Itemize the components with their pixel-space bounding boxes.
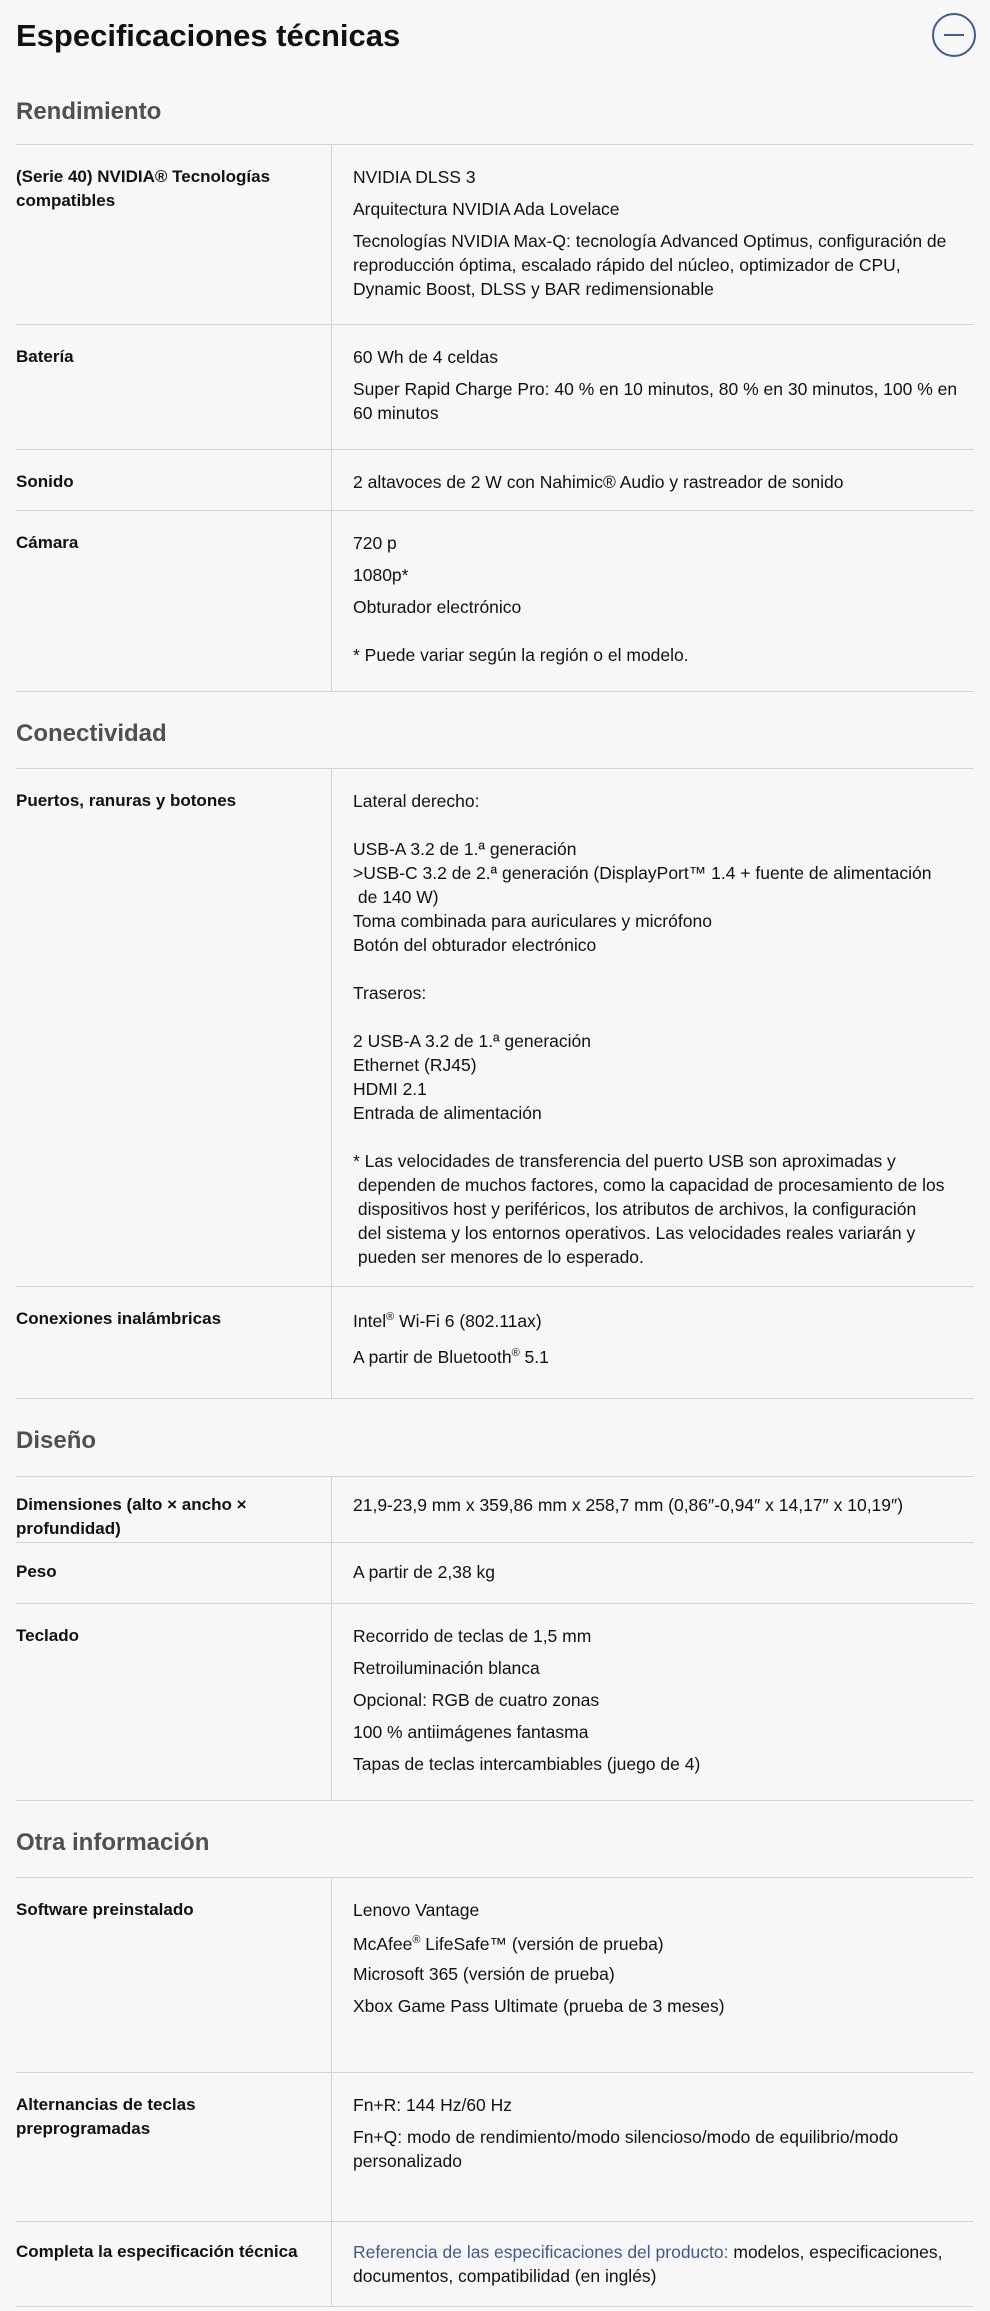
minus-circle-icon xyxy=(944,34,964,36)
spec-value: McAfee® LifeSafe™ (versión de prueba) xyxy=(353,1934,664,1954)
spec-label: Alternancias de teclas preprogramadas xyxy=(16,2073,332,2221)
section-title-conectividad: Conectividad xyxy=(16,720,167,747)
spec-value: 1080p* xyxy=(353,565,409,585)
spec-value: Retroiluminación blanca xyxy=(353,1658,540,1678)
spec-value: 720 p xyxy=(353,533,397,553)
spec-row-completa xyxy=(16,2222,974,2307)
spec-label: Completa la especificación técnica xyxy=(16,2222,332,2306)
spec-footnote: * Puede variar según la región o el modelo. xyxy=(353,645,689,665)
section-rendimiento xyxy=(16,144,974,692)
spec-row-sonido xyxy=(16,450,974,511)
spec-value: NVIDIA DLSS 3 xyxy=(353,167,476,187)
spec-values xyxy=(332,769,974,1286)
spec-value: Xbox Game Pass Ultimate (prueba de 3 meses) xyxy=(353,1996,725,2016)
spec-label: Cámara xyxy=(16,511,332,691)
spec-row-puertos xyxy=(16,769,974,1287)
spec-row-bateria xyxy=(16,325,974,450)
spec-label: (Serie 40) NVIDIA® Tecnologías compatibles xyxy=(16,145,332,324)
spec-values xyxy=(332,511,974,691)
spec-row-camara xyxy=(16,511,974,692)
section-title-rendimiento: Rendimiento xyxy=(16,98,162,125)
spec-value: 60 Wh de 4 celdas xyxy=(353,347,498,367)
section-otra xyxy=(16,1877,974,2307)
spec-value: Recorrido de teclas de 1,5 mm xyxy=(353,1626,592,1646)
spec-value: 100 % antiimágenes fantasma xyxy=(353,1722,589,1742)
spec-label: Software preinstalado xyxy=(16,1878,332,2072)
spec-values xyxy=(332,325,974,449)
spec-value: Super Rapid Charge Pro: 40 % en 10 minutos, 80 % en 30 minutos, 100 % en 60 minutos xyxy=(353,379,958,423)
section-title-diseno: Diseño xyxy=(16,1427,97,1454)
spec-values xyxy=(332,2222,974,2306)
spec-values xyxy=(332,1477,974,1542)
spec-label: Conexiones inalámbricas xyxy=(16,1287,332,1398)
spec-values xyxy=(332,1287,974,1398)
spec-values xyxy=(332,1878,974,2072)
spec-value: Lenovo Vantage xyxy=(353,1900,480,1920)
section-title-otra: Otra información xyxy=(16,1829,210,1856)
spec-value: Microsoft 365 (versión de prueba) xyxy=(353,1964,615,1984)
ports-list: Lateral derecho: USB-A 3.2 de 1.ª generación >USB-C 3.2 de 2.ª generación (DisplayPort™ 1.4 + fuente de alimentación de 140 W) Toma combinada para auriculares y micrófono Botón del obturador electrónico Traseros: 2 USB-A 3.2 de 1.ª generación Ethernet (RJ45) HDMI 2.1 Entrada de alimentación * Las velocidades de transferencia del puerto USB son aproximadas y dependen de muchos factores, como la capacidad de procesamiento de los dispositivos host y periféricos, los atributos de archivos, la configuración del sistema y los entornos operativos. Las velocidades reales variarán y pueden ser menores de lo esperado. xyxy=(353,791,945,1267)
spec-values xyxy=(332,2073,974,2221)
spec-label: Sonido xyxy=(16,450,332,510)
spec-value: 2 altavoces de 2 W con Nahimic® Audio y rastreador de sonido xyxy=(353,472,844,492)
section-diseno xyxy=(16,1476,974,1801)
spec-value-bluetooth: A partir de Bluetooth® 5.1 xyxy=(353,1347,549,1367)
spec-values xyxy=(332,145,974,324)
spec-row-alternancias xyxy=(16,2073,974,2222)
page-title: Especificaciones técnicas xyxy=(16,18,401,53)
product-specs-reference-link[interactable]: Referencia de las especificaciones del producto: xyxy=(353,2242,729,2262)
spec-values xyxy=(332,1543,974,1603)
spec-label: Dimensiones (alto × ancho × profundidad) xyxy=(16,1477,332,1542)
spec-row-inalambricas xyxy=(16,1287,974,1399)
spec-value: Opcional: RGB de cuatro zonas xyxy=(353,1690,600,1710)
spec-value: Tapas de teclas intercambiables (juego de 4) xyxy=(353,1754,701,1774)
spec-value: Tecnologías NVIDIA Max-Q: tecnología Advanced Optimus, configuración de reproducción óptima, escalado rápido del núcleo, optimizador de CPU, Dynamic Boost, DLSS y BAR redimensionable xyxy=(353,231,947,299)
specs-header xyxy=(16,0,974,74)
spec-label: Batería xyxy=(16,325,332,449)
spec-value-text: modelos, especificaciones, documentos, compatibilidad (en inglés) xyxy=(353,2242,943,2286)
spec-row-software xyxy=(16,1878,974,2073)
spec-value: Arquitectura NVIDIA Ada Lovelace xyxy=(353,199,620,219)
spec-label: Peso xyxy=(16,1543,332,1603)
spec-value: Fn+R: 144 Hz/60 Hz xyxy=(353,2095,513,2115)
spec-row-gpu xyxy=(16,145,974,325)
spec-label: Puertos, ranuras y botones xyxy=(16,769,332,1286)
spec-value: 21,9-23,9 mm x 359,86 mm x 258,7 mm (0,86″-0,94″ x 14,17″ x 10,19″) xyxy=(353,1495,904,1515)
spec-values xyxy=(332,1604,974,1800)
spec-row-peso xyxy=(16,1543,974,1604)
section-conectividad xyxy=(16,768,974,1399)
spec-values xyxy=(332,450,974,510)
spec-label: Teclado xyxy=(16,1604,332,1800)
spec-value: A partir de 2,38 kg xyxy=(353,1562,496,1582)
spec-value: Fn+Q: modo de rendimiento/modo silencioso/modo de equilibrio/modo personalizado xyxy=(353,2127,899,2171)
spec-value xyxy=(353,2240,962,2288)
spec-row-teclado xyxy=(16,1604,974,1801)
spec-row-dimensiones xyxy=(16,1477,974,1543)
spec-value-wifi: Intel® Wi-Fi 6 (802.11ax) xyxy=(353,1311,542,1331)
collapse-button[interactable] xyxy=(932,13,976,57)
spec-value: Obturador electrónico xyxy=(353,597,522,617)
